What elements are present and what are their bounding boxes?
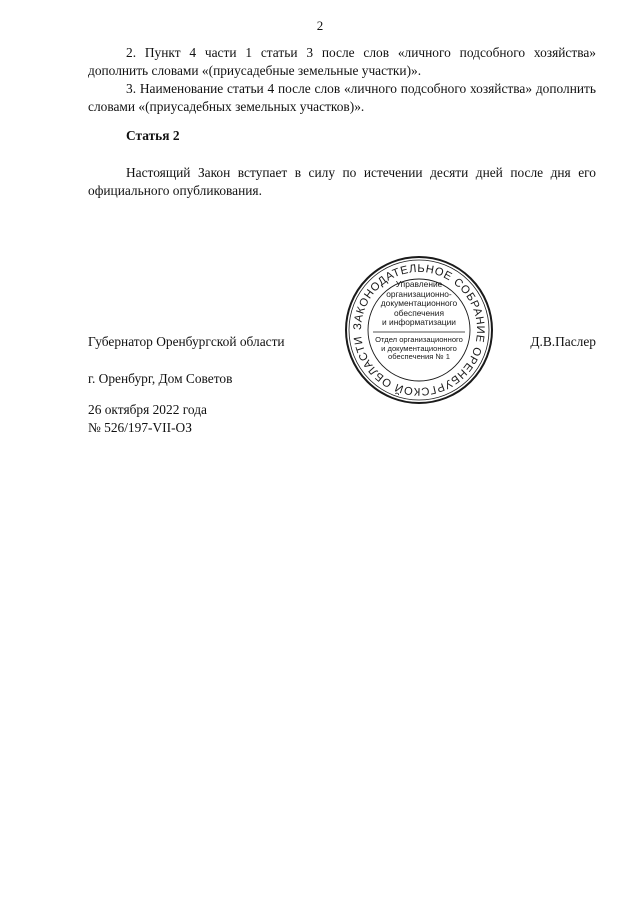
seal-inner-line: и информатизации <box>382 317 456 327</box>
seal-inner-bottom <box>369 336 469 362</box>
paragraph-entry-into-force: Настоящий Закон вступает в силу по истечении десяти дней после дня его официального опубликования. <box>88 165 596 198</box>
seal-inner-line: документационного <box>380 298 458 308</box>
article-heading: Статья 2 <box>126 128 180 143</box>
seal-inner-line: организационно- <box>386 288 452 299</box>
law-number: № 526/197-VII-ОЗ <box>88 420 192 435</box>
seal-inner-line: и документационного <box>381 343 457 353</box>
governor-title: Губернатор Оренбургской области <box>88 334 285 349</box>
paragraph-item-2: 2. Пункт 4 части 1 статьи 3 после слов «личного подсобного хозяйства» дополнить словами «(приусадебные земельные участки)». <box>88 45 596 78</box>
official-seal <box>343 254 495 406</box>
seal-inner-line: Управление <box>395 279 443 289</box>
governor-name: Д.В.Паслер <box>530 334 596 349</box>
paragraph-item-3: 3. Наименование статьи 4 после слов «личного подсобного хозяйства» дополнить словами «(приусадебных земельных участков)». <box>88 81 596 114</box>
seal-inner-top <box>369 280 469 328</box>
seal-inner-line: обеспечения № 1 <box>388 352 450 362</box>
signing-date: 26 октября 2022 года <box>88 402 207 417</box>
seal-outer-text-path: ЗАКОНОДАТЕЛЬНОЕ СОБРАНИЕ ОРЕНБУРГСКОЙ ОБЛАСТИ <box>351 262 487 398</box>
seal-inner-line: обеспечения <box>394 307 444 318</box>
signing-place: г. Оренбург, Дом Советов <box>88 371 233 386</box>
seal-rings <box>343 254 495 406</box>
seal-inner-line: Отдел организационного <box>375 335 463 344</box>
page-number: 2 <box>316 18 324 33</box>
